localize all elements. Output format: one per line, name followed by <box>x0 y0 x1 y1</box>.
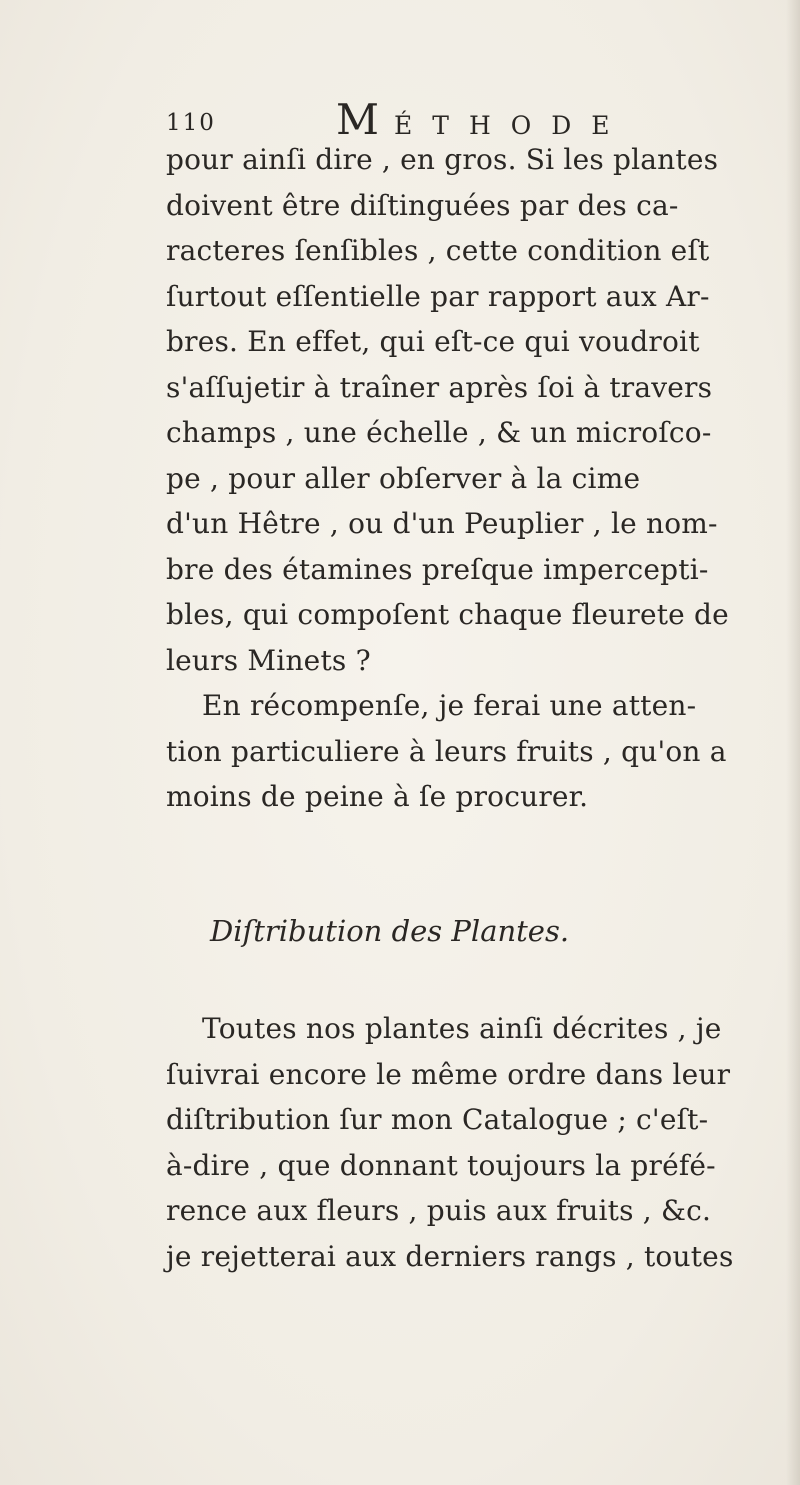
paragraph-1 <box>166 137 746 820</box>
text-line: ſuivrai encore le même ordre dans leur <box>166 1057 731 1091</box>
text-line: bres. En effet, qui eſt-ce qui voudroit <box>166 325 700 358</box>
text-line: bre des étamines preſque impercepti- <box>166 552 709 586</box>
text-line: rence aux fleurs , puis aux fruits , &c. <box>166 1194 712 1227</box>
text-line: leurs Minets ? <box>166 643 371 677</box>
page-edge-shadow <box>786 0 800 1485</box>
text-line: bles, qui compoſent chaque fleurete de <box>166 598 729 631</box>
running-title-initial: M <box>336 95 381 144</box>
text-line: pour ainſi dire , en gros. Si les plantes <box>166 143 719 176</box>
running-title-rest: ÉTHODE <box>394 111 630 140</box>
text-line: diſtribution ſur mon Catalogue ; c'eſt- <box>166 1103 709 1136</box>
text-line: Toutes nos plantes ainſi décrites , je <box>202 1012 722 1045</box>
text-line: moins de peine à ſe procurer. <box>166 780 589 813</box>
text-line: tion particuliere à leurs fruits , qu'on a <box>166 734 727 768</box>
text-line: pe , pour aller obſerver à la cime <box>166 461 641 495</box>
text-line: En récompenſe, je ferai une atten- <box>202 689 697 722</box>
text-line: doivent être diſtinguées par des ca- <box>166 188 679 222</box>
text-line: à-dire , que donnant toujours la préfé- <box>166 1148 716 1182</box>
text-line: racteres ſenſibles , cette condition eſt <box>166 234 710 267</box>
text-line: ſurtout eſſentielle par rapport aux Ar- <box>166 279 710 313</box>
text-line: d'un Hêtre , ou d'un Peuplier , le nom- <box>166 507 718 540</box>
page-number: 110 <box>166 110 216 136</box>
paragraph-2 <box>166 1006 746 1279</box>
text-line: s'aſſujetir à traîner après ſoi à travers <box>166 370 713 404</box>
section-heading: Diſtribution des Plantes. <box>210 914 570 948</box>
text-line: je rejetterai aux derniers rangs , toutes <box>166 1239 734 1273</box>
text-line: champs , une échelle , & un microſco- <box>166 416 712 449</box>
